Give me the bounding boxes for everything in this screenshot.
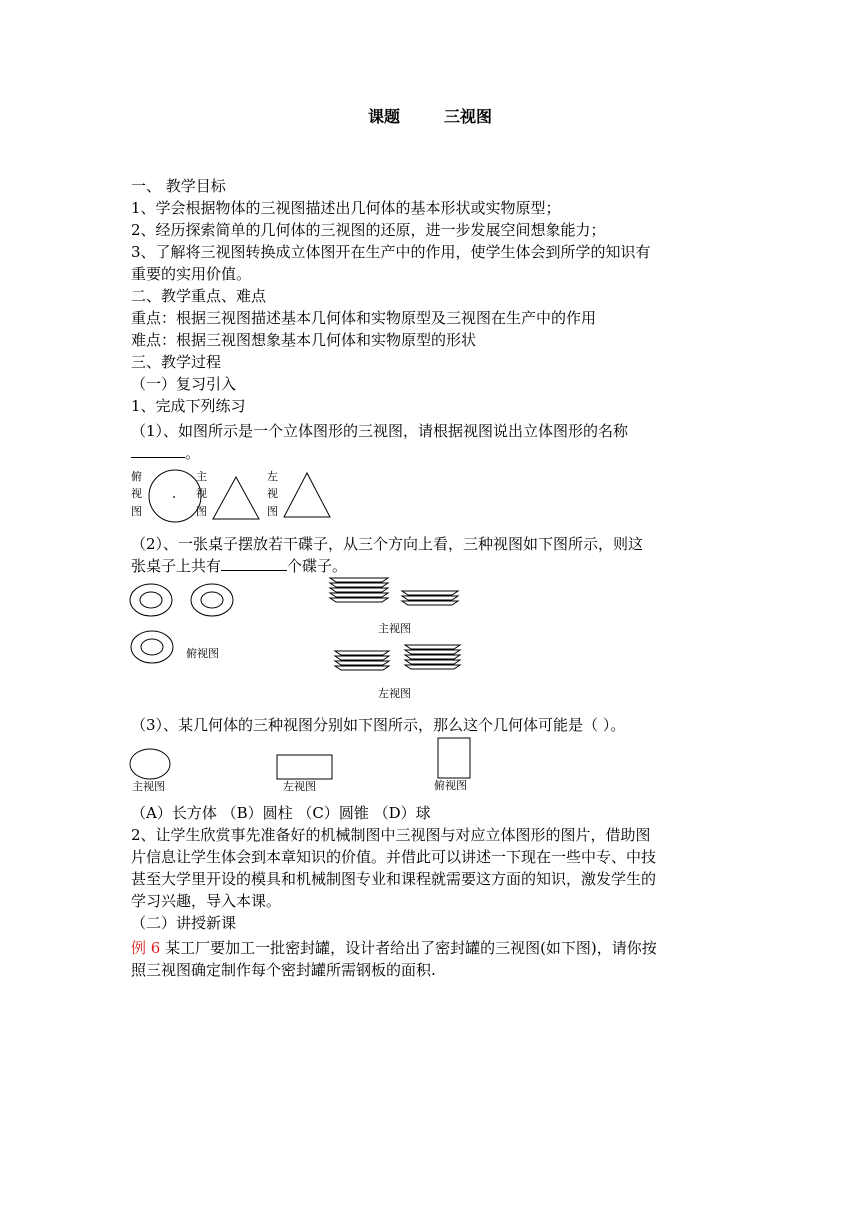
page-title [0,104,860,127]
example-6-line1 [131,937,657,959]
fig1-front-view-triangle [213,477,259,519]
front-stack-a-plate-2 [330,583,388,587]
fig2-top-caption: 俯视图 [186,647,219,660]
fig2-front-view [330,578,458,605]
fig1-side-view-triangle [284,473,330,517]
keypoint-focus: 重点：根据三视图描述基本几何体和实物原型及三视图在生产中的作用 [131,309,597,327]
fig1-top-label-1: 俯 [131,470,142,483]
title-part2: 三视图 [444,107,493,126]
goal-3-line2: 重要的实用价值。 [131,265,252,283]
answer-options: （A）长方体 （B）圆柱 （C）圆锥 （D）球 [131,804,431,822]
front-stack-b-plate-1 [402,591,458,595]
fig2-front-caption: 主视图 [378,622,411,635]
side-stack-a-plate-3 [335,661,389,665]
fig3-side-caption: 左视图 [283,780,316,793]
side-stack-a-plate-1 [335,651,389,655]
fig3-side-rect [277,755,332,779]
side-stack-b-plate-4 [405,660,460,664]
side-stack-b-plate-2 [405,650,460,654]
question-2-line1: （2）、一张桌子摆放若干碟子，从三个方向上看，三种视图如下图所示，则这 [131,535,644,553]
figure-3-views [128,736,478,794]
fig2-side-caption: 左视图 [378,687,411,700]
front-stack-a-plate-5 [330,598,388,602]
side-stack-a-plate-4 [335,666,389,670]
fig2-top-view [130,584,233,663]
question-3: （3）、某几何体的三种视图分别如下图所示，那么这个几何体可能是（ ）。 [131,716,626,734]
fig1-front-label-3: 图 [196,505,207,518]
practice-heading: 1、完成下列练习 [131,397,246,415]
side-stack-b-plate-3 [405,655,460,659]
example-6-line2: 照三视图确定制作每个密封罐所需钢板的面积. [131,961,436,979]
side-stack-b-plate-1 [405,645,460,649]
figure-1-three-views [128,466,348,524]
fig1-top-label-2: 视 [131,487,142,500]
fig3-top-caption: 俯视图 [434,779,467,792]
front-stack-b-plate-3 [402,601,458,605]
question-1-line1: （1）、如图所示是一个立体图形的三视图，请根据视图说出立体图形的名称 [131,422,629,440]
front-stack-a-plate-1 [330,578,388,582]
side-stack-b-plate-5 [405,665,460,669]
question-2-line2 [131,555,347,577]
goal-2: 2、经历探索简单的几何体的三视图的还原，进一步发展空间想象能力； [131,221,606,239]
fig1-front-label-1: 主 [196,470,207,483]
figure-2-plates [128,575,468,703]
fig1-front-label-2: 视 [196,487,207,500]
subsection-review: （一）复习引入 [131,375,237,393]
front-stack-a-plate-4 [330,593,388,597]
fig2-side-view [335,645,460,670]
section-heading-goals: 一、 教学目标 [131,177,226,195]
subsection-new-lesson: （二）讲授新课 [131,914,237,932]
question-2-pre: 张桌子上共有 [131,557,222,575]
question-1-end: 。 [185,444,201,462]
activity-2-line2: 片信息让学生体会到本章知识的价值。并借此可以讲述一下现在一些中专、中技 [131,848,657,866]
activity-2-line1: 2、让学生欣赏事先准备好的机械制图中三视图与对应立体图形的图片，借助图 [131,826,651,844]
example-text: 某工厂要加工一批密封罐，设计者给出了密封罐的三视图(如下图)，请你按 [160,939,657,957]
answer-blank-2 [221,556,287,571]
fig1-side-label-3: 图 [267,505,278,518]
answer-blank [131,443,185,458]
activity-2-line4: 学习兴趣，导入本课。 [131,892,282,910]
front-stack-b-plate-2 [402,596,458,600]
fig1-top-view-circle [149,470,201,522]
fig3-top-rect [438,738,470,778]
fig1-top-label-3: 图 [131,505,142,518]
section-heading-process: 三、教学过程 [131,353,222,371]
fig1-side-label-2: 视 [267,487,278,500]
section-heading-keypoints: 二、教学重点、难点 [131,287,267,305]
question-2-post: 个碟子。 [287,557,348,575]
fig3-front-caption: 主视图 [132,780,165,793]
fig3-front-ellipse [130,749,170,779]
fig1-side-label-1: 左 [267,470,278,483]
goal-3-line1: 3、了解将三视图转换成立体图开在生产中的作用，使学生体会到所学的知识有 [131,243,651,261]
goal-1: 1、学会根据物体的三视图描述出几何体的基本形状或实物原型； [131,199,561,217]
keypoint-difficulty: 难点：根据三视图想象基本几何体和实物原型的形状 [131,331,477,349]
front-stack-a-plate-3 [330,588,388,592]
fig1-center-dot [173,496,175,498]
activity-2-line3: 甚至大学里开设的模具和机械制图专业和课程就需要这方面的知识，激发学生的 [131,870,657,888]
title-part1: 课题 [367,107,400,126]
question-1-line2 [131,442,200,464]
example-label: 例 6 [131,939,161,957]
side-stack-a-plate-2 [335,656,389,660]
